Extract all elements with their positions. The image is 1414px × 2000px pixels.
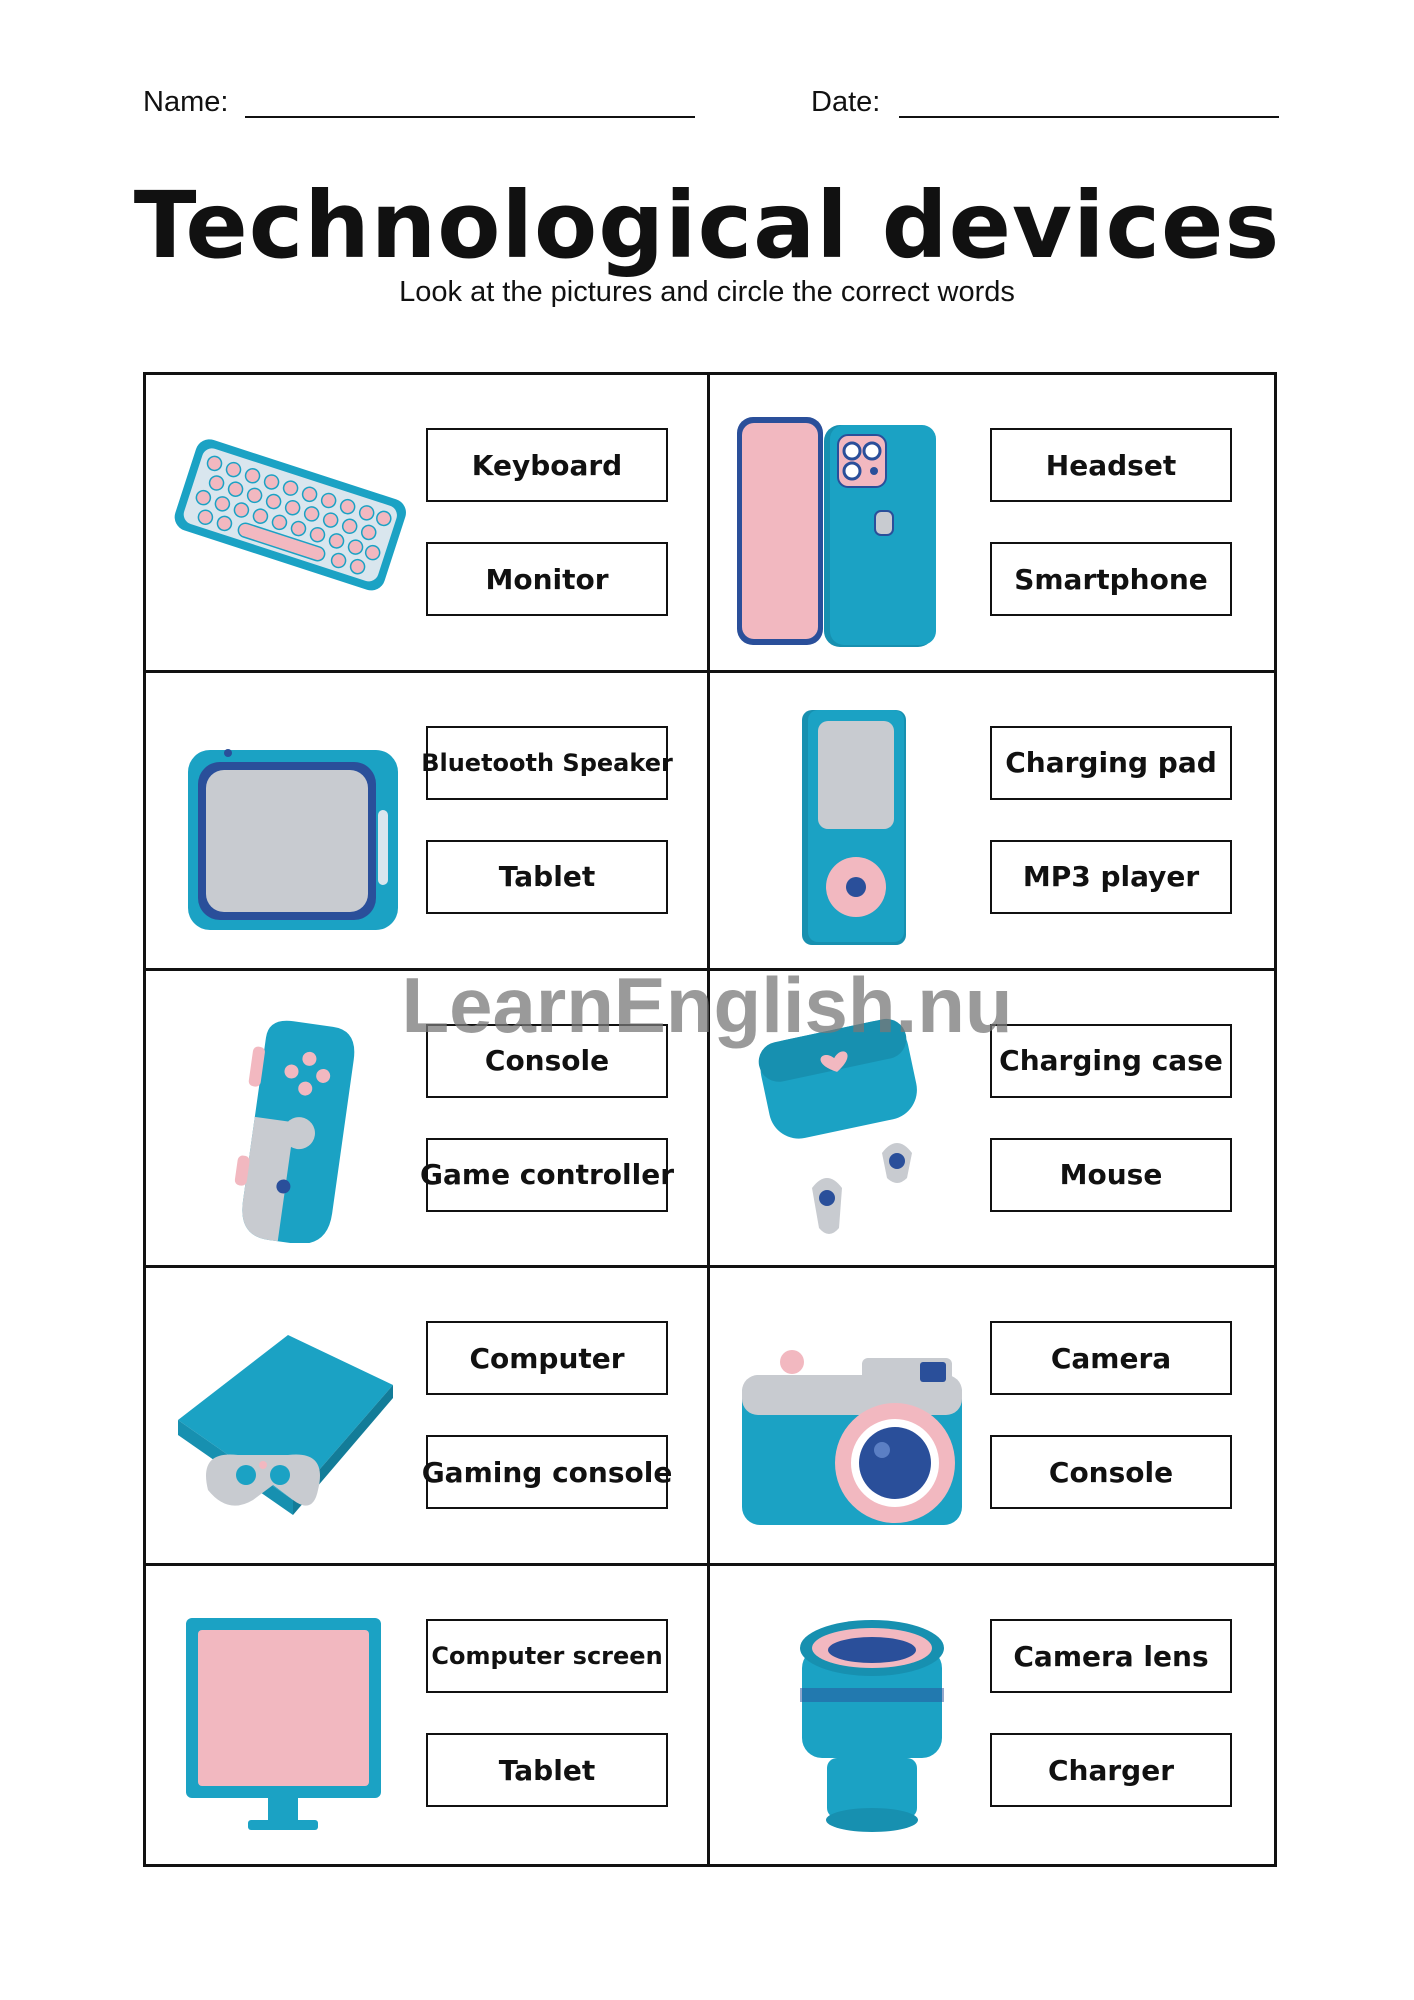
option-box[interactable]: Game controller <box>426 1138 668 1212</box>
date-label: Date: <box>811 86 881 118</box>
option-box[interactable]: Headset <box>990 428 1232 502</box>
option-box[interactable]: Charger <box>990 1733 1232 1807</box>
exercise-cell <box>710 1566 1274 1864</box>
game-controller-icon <box>168 993 408 1243</box>
option-box[interactable]: MP3 player <box>990 840 1232 914</box>
mp3-player-icon <box>732 695 972 945</box>
option-box[interactable]: Bluetooth Speaker <box>426 726 668 800</box>
option-box[interactable]: Tablet <box>426 1733 668 1807</box>
exercise-cell <box>146 971 710 1269</box>
option-box[interactable]: Monitor <box>426 542 668 616</box>
option-box[interactable]: Tablet <box>426 840 668 914</box>
camera-lens-icon <box>732 1588 972 1838</box>
option-box[interactable]: Computer screen <box>426 1619 668 1693</box>
exercise-cell <box>710 375 1274 673</box>
option-box[interactable]: Console <box>990 1435 1232 1509</box>
gaming-console-icon <box>168 1290 408 1540</box>
option-box[interactable]: Smartphone <box>990 542 1232 616</box>
name-label: Name: <box>143 86 229 118</box>
exercise-cell <box>146 1268 710 1566</box>
exercise-cell <box>146 673 710 971</box>
keyboard-icon <box>168 397 408 647</box>
name-field[interactable] <box>245 116 695 118</box>
watermark: LearnEnglish.nu <box>401 961 1013 1049</box>
option-box[interactable]: Keyboard <box>426 428 668 502</box>
exercise-cell <box>146 375 710 673</box>
smartphone-icon <box>732 397 972 647</box>
option-box[interactable]: Charging pad <box>990 726 1232 800</box>
exercise-cell <box>710 673 1274 971</box>
page-title: Technological devices <box>133 172 1281 279</box>
option-box[interactable]: Gaming console <box>426 1435 668 1509</box>
option-box[interactable]: Camera <box>990 1321 1232 1395</box>
exercise-cell <box>710 1268 1274 1566</box>
computer-screen-icon <box>168 1588 408 1838</box>
option-box[interactable]: Camera lens <box>990 1619 1232 1693</box>
option-box[interactable]: Console <box>426 1024 668 1098</box>
option-box[interactable]: Mouse <box>990 1138 1232 1212</box>
camera-icon <box>732 1290 972 1540</box>
date-field[interactable] <box>899 116 1279 118</box>
earbuds-charging-case-icon <box>732 993 972 1243</box>
option-box[interactable]: Charging case <box>990 1024 1232 1098</box>
exercise-cell <box>146 1566 710 1864</box>
bluetooth-speaker-icon <box>168 695 408 945</box>
worksheet-grid <box>143 372 1277 1867</box>
exercise-cell <box>710 971 1274 1269</box>
option-box[interactable]: Computer <box>426 1321 668 1395</box>
instructions: Look at the pictures and circle the correct words <box>399 276 1015 308</box>
